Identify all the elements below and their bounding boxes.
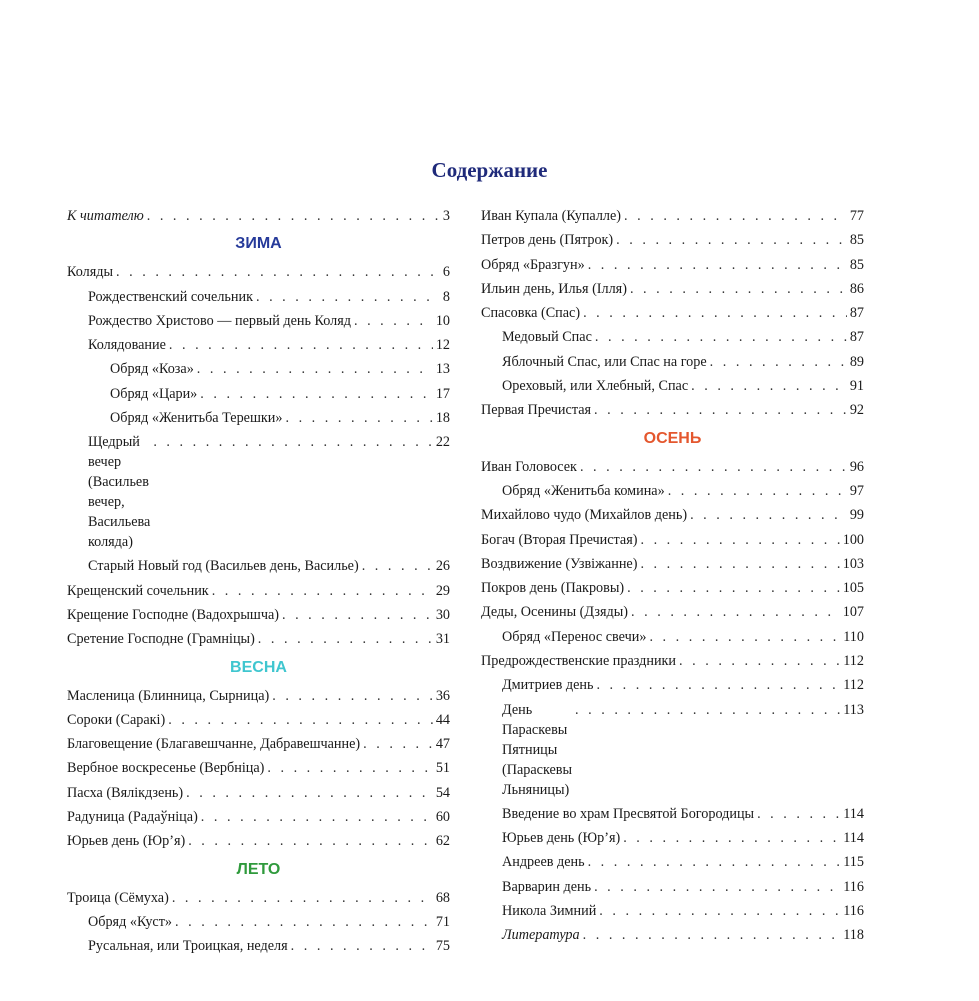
toc-entry[interactable] bbox=[67, 934, 450, 958]
toc-entry[interactable] bbox=[481, 576, 864, 600]
leader-dots bbox=[596, 673, 840, 697]
toc-entry[interactable] bbox=[67, 309, 450, 333]
leader-dots bbox=[640, 552, 839, 576]
toc-entry[interactable] bbox=[481, 899, 864, 923]
toc-entry-page: 87 bbox=[849, 305, 864, 322]
toc-entry-title: Ильин день, Илья (Ілля) bbox=[481, 280, 627, 297]
toc-entry-page: 113 bbox=[843, 701, 864, 718]
leader-dots bbox=[595, 325, 847, 349]
toc-entry[interactable] bbox=[481, 850, 864, 874]
toc-entry-page: 85 bbox=[849, 256, 864, 273]
toc-entry-page: 26 bbox=[435, 558, 450, 575]
toc-entry-title: Обряд «Женитьба комина» bbox=[502, 482, 665, 499]
leader-dots bbox=[640, 528, 839, 552]
toc-entry-page: 31 bbox=[435, 631, 450, 648]
toc-entry[interactable] bbox=[67, 204, 450, 228]
toc-entry[interactable] bbox=[481, 875, 864, 899]
leader-dots bbox=[649, 625, 840, 649]
leader-dots bbox=[172, 886, 433, 910]
toc-entry-page: 60 bbox=[435, 809, 450, 826]
toc-entry-title: Богач (Вторая Пречистая) bbox=[481, 531, 638, 548]
leader-dots bbox=[691, 374, 847, 398]
toc-entry-page: 110 bbox=[843, 628, 864, 645]
leader-dots bbox=[623, 826, 840, 850]
toc-entry[interactable] bbox=[481, 204, 864, 228]
toc-entry[interactable] bbox=[67, 406, 450, 430]
toc-entry[interactable] bbox=[481, 398, 864, 422]
toc-entry[interactable] bbox=[67, 430, 450, 554]
toc-entry-page: 77 bbox=[849, 208, 864, 224]
toc-entry-title: Пасха (Вялікдзень) bbox=[67, 784, 184, 801]
toc-entry[interactable] bbox=[67, 554, 450, 578]
toc-entry-title: Троица (Сёмуха) bbox=[67, 889, 169, 906]
leader-dots bbox=[616, 228, 847, 252]
toc-entry-title: Михайлово чудо (Михайлов день) bbox=[481, 507, 688, 524]
toc-right-column bbox=[481, 204, 864, 947]
leader-dots bbox=[588, 253, 847, 277]
leader-dots bbox=[580, 455, 847, 479]
toc-entry[interactable] bbox=[481, 802, 864, 826]
toc-entry[interactable] bbox=[481, 253, 864, 277]
leader-dots bbox=[256, 285, 440, 309]
toc-entry[interactable] bbox=[481, 228, 864, 252]
toc-entry[interactable] bbox=[481, 325, 864, 349]
toc-entry-title: Иван Купала (Купалле) bbox=[481, 208, 622, 224]
toc-entry-title: Медовый Спас bbox=[502, 329, 592, 346]
toc-entry[interactable] bbox=[481, 649, 864, 673]
leader-dots bbox=[272, 684, 433, 708]
toc-entry-page: 112 bbox=[843, 653, 864, 670]
leader-dots bbox=[285, 406, 432, 430]
toc-entry-page: 92 bbox=[849, 402, 864, 419]
leader-dots bbox=[258, 627, 433, 651]
toc-entry-page: 99 bbox=[849, 507, 864, 524]
toc-entry-page: 86 bbox=[849, 280, 864, 297]
toc-entry-title: Щедрый вечер (Васильев вечер, Васильева коляда) bbox=[88, 434, 151, 551]
leader-dots bbox=[186, 781, 433, 805]
toc-entry[interactable] bbox=[481, 528, 864, 552]
toc-entry-page: 115 bbox=[843, 854, 864, 871]
toc-entry-title: Ореховый, или Хлебный, Спас bbox=[502, 378, 689, 395]
leader-dots bbox=[588, 850, 841, 874]
toc-entry[interactable] bbox=[481, 350, 864, 374]
toc-entry-title: Введение во храм Пресвятой Богородицы bbox=[502, 805, 755, 822]
toc-entry[interactable] bbox=[481, 552, 864, 576]
leader-dots bbox=[197, 357, 433, 381]
toc-entry[interactable] bbox=[67, 382, 450, 406]
toc-entry-page: 6 bbox=[442, 264, 450, 281]
toc-entry[interactable] bbox=[67, 756, 450, 780]
toc-entry[interactable] bbox=[67, 603, 450, 627]
leader-dots bbox=[690, 503, 847, 527]
leader-dots bbox=[200, 382, 433, 406]
toc-entry-page: 68 bbox=[435, 889, 450, 906]
toc-entry-title: Обряд «Перенос свечи» bbox=[502, 628, 647, 645]
leader-dots bbox=[282, 603, 433, 627]
toc-entry-title: Благовещение (Благавешчанне, Дабравешчанне) bbox=[67, 736, 361, 753]
toc-entry-title: День Параскевы Пятницы (Параскевы Льняницы) bbox=[502, 701, 573, 798]
leader-dots bbox=[594, 875, 840, 899]
toc-entry-title: Русальная, или Троицкая, неделя bbox=[88, 938, 288, 955]
toc-entry-title: Юрьев день (Юр’я) bbox=[502, 829, 621, 846]
toc-entry-title: Юрьев день (Юр’я) bbox=[67, 833, 186, 850]
toc-entry[interactable] bbox=[481, 301, 864, 325]
toc-entry-title: Сретение Господне (Грамніцы) bbox=[67, 631, 255, 648]
toc-entry-title: Обряд «Цари» bbox=[110, 385, 198, 402]
toc-entry[interactable] bbox=[67, 579, 450, 603]
toc-entry-page: 8 bbox=[442, 288, 450, 305]
toc-entry[interactable] bbox=[481, 673, 864, 697]
toc-entry[interactable] bbox=[67, 260, 450, 284]
toc-entry[interactable] bbox=[67, 357, 450, 381]
leader-dots bbox=[583, 923, 841, 947]
toc-entry-page: 29 bbox=[435, 582, 450, 599]
toc-entry-page: 114 bbox=[843, 805, 864, 822]
toc-entry-title: Крещение Господне (Вадохрышча) bbox=[67, 606, 279, 623]
toc-entry-title: К читателю bbox=[67, 208, 144, 224]
toc-entry-page: 105 bbox=[842, 580, 864, 597]
toc-entry-title: Воздвижение (Узвіжанне) bbox=[481, 555, 638, 572]
leader-dots bbox=[668, 479, 847, 503]
toc-entry[interactable] bbox=[67, 285, 450, 309]
leader-dots bbox=[757, 802, 840, 826]
section-heading-winter: ЗИМА bbox=[235, 235, 282, 253]
toc-entry[interactable] bbox=[481, 923, 864, 947]
toc-entry-title: Дмитриев день bbox=[502, 677, 594, 694]
toc-entry-page: 71 bbox=[435, 913, 450, 930]
leader-dots bbox=[679, 649, 840, 673]
leader-dots bbox=[169, 333, 433, 357]
toc-entry[interactable] bbox=[481, 625, 864, 649]
toc-entry-title: Вербное воскресенье (Вербніца) bbox=[67, 760, 265, 777]
leader-dots bbox=[147, 204, 440, 228]
toc-entry[interactable] bbox=[481, 374, 864, 398]
toc-entry-title: Петров день (Пятрок) bbox=[481, 232, 614, 249]
leader-dots bbox=[630, 277, 847, 301]
toc-entry-title: Рождественский сочельник bbox=[88, 288, 253, 305]
toc-entry[interactable] bbox=[67, 708, 450, 732]
toc-entry-title: Никола Зимний bbox=[502, 902, 597, 919]
toc-entry-page: 112 bbox=[843, 677, 864, 694]
toc-entry-page: 13 bbox=[435, 361, 450, 378]
toc-entry-title: Обряд «Бразгун» bbox=[481, 256, 585, 273]
toc-entry[interactable] bbox=[67, 333, 450, 357]
leader-dots bbox=[291, 934, 433, 958]
toc-entry-page: 10 bbox=[435, 312, 450, 329]
toc-entry-title: Радуница (Радаўніца) bbox=[67, 809, 198, 826]
leader-dots bbox=[362, 554, 433, 578]
toc-entry[interactable] bbox=[481, 600, 864, 624]
toc-entry-page: 18 bbox=[435, 410, 450, 427]
toc-entry-page: 3 bbox=[442, 208, 450, 224]
toc-entry-title: Спасовка (Спас) bbox=[481, 305, 581, 322]
toc-entry-page: 114 bbox=[843, 829, 864, 846]
leader-dots bbox=[354, 309, 433, 333]
toc-entry-page: 36 bbox=[435, 687, 450, 704]
toc-entry-page: 97 bbox=[849, 482, 864, 499]
toc-entry[interactable] bbox=[67, 805, 450, 829]
toc-entry[interactable] bbox=[481, 479, 864, 503]
toc-entry[interactable] bbox=[67, 886, 450, 910]
toc-entry-page: 96 bbox=[849, 458, 864, 475]
toc-entry-title: Рождество Христово — первый день Коляд bbox=[88, 312, 351, 329]
toc-entry-title: Обряд «Коза» bbox=[110, 361, 194, 378]
leader-dots bbox=[624, 204, 847, 228]
toc-left-column bbox=[67, 204, 450, 959]
toc-entry-page: 44 bbox=[435, 711, 450, 728]
toc-entry-page: 30 bbox=[435, 606, 450, 623]
leader-dots bbox=[631, 600, 840, 624]
leader-dots bbox=[188, 829, 433, 853]
leader-dots bbox=[575, 698, 840, 722]
leader-dots bbox=[153, 430, 433, 454]
toc-entry[interactable] bbox=[481, 826, 864, 850]
toc-entry-title: Покров день (Пакровы) bbox=[481, 580, 625, 597]
toc-entry[interactable] bbox=[67, 910, 450, 934]
toc-entry-title: Сороки (Саракі) bbox=[67, 711, 166, 728]
toc-entry-title: Первая Пречистая bbox=[481, 402, 592, 419]
toc-entry-page: 47 bbox=[435, 736, 450, 753]
leader-dots bbox=[599, 899, 840, 923]
leader-dots bbox=[267, 756, 432, 780]
leader-dots bbox=[212, 579, 433, 603]
toc-entry[interactable] bbox=[481, 503, 864, 527]
toc-entry-page: 85 bbox=[849, 232, 864, 249]
toc-entry-title: Андреев день bbox=[502, 854, 585, 871]
toc-entry-title: Обряд «Женитьба Терешки» bbox=[110, 410, 283, 427]
toc-entry[interactable] bbox=[481, 277, 864, 301]
leader-dots bbox=[710, 350, 847, 374]
toc-entry-page: 116 bbox=[843, 878, 864, 895]
leader-dots bbox=[594, 398, 847, 422]
toc-entry[interactable] bbox=[67, 732, 450, 756]
toc-entry-page: 91 bbox=[849, 378, 864, 395]
toc-entry-page: 89 bbox=[849, 353, 864, 370]
toc-entry[interactable] bbox=[67, 829, 450, 853]
toc-entry-title: Деды, Осенины (Дзяды) bbox=[481, 604, 629, 621]
toc-entry-title: Варварин день bbox=[502, 878, 592, 895]
toc-entry-title: Яблочный Спас, или Спас на горе bbox=[502, 353, 707, 370]
toc-entry-title: Обряд «Куст» bbox=[88, 913, 173, 930]
toc-entry-page: 51 bbox=[435, 760, 450, 777]
leader-dots bbox=[168, 708, 433, 732]
toc-entry-page: 12 bbox=[435, 337, 450, 354]
section-heading-spring: ВЕСНА bbox=[230, 658, 287, 676]
toc-entry-page: 75 bbox=[435, 938, 450, 955]
toc-entry-title: Иван Головосек bbox=[481, 458, 577, 475]
toc-entry-page: 118 bbox=[843, 927, 864, 944]
toc-entry-title: Старый Новый год (Васильев день, Василье) bbox=[88, 558, 359, 575]
toc-entry-title: Колядование bbox=[88, 337, 166, 354]
toc-entry[interactable] bbox=[67, 627, 450, 651]
toc-entry-page: 87 bbox=[849, 329, 864, 346]
leader-dots bbox=[175, 910, 433, 934]
toc-entry[interactable] bbox=[67, 684, 450, 708]
toc-entry-title: Предрождественские праздники bbox=[481, 653, 677, 670]
leader-dots bbox=[116, 260, 440, 284]
toc-entry[interactable] bbox=[481, 698, 864, 802]
toc-entry-page: 62 bbox=[435, 833, 450, 850]
section-heading-autumn: ОСЕНЬ bbox=[643, 429, 702, 447]
toc-entry-page: 107 bbox=[842, 604, 864, 621]
toc-entry-page: 54 bbox=[435, 784, 450, 801]
leader-dots bbox=[583, 301, 847, 325]
toc-entry-page: 100 bbox=[842, 531, 864, 548]
toc-entry-title: Коляды bbox=[67, 264, 114, 281]
toc-entry-page: 17 bbox=[435, 385, 450, 402]
toc-entry-page: 116 bbox=[843, 902, 864, 919]
toc-entry[interactable] bbox=[67, 781, 450, 805]
section-heading-summer: ЛЕТО bbox=[236, 860, 281, 878]
toc-entry-title: Литература bbox=[502, 927, 580, 944]
toc-entry-title: Масленица (Блинница, Сырница) bbox=[67, 687, 270, 704]
page-title: Содержание bbox=[431, 158, 548, 182]
leader-dots bbox=[363, 732, 433, 756]
toc-entry-page: 103 bbox=[842, 555, 864, 572]
toc-entry[interactable] bbox=[481, 455, 864, 479]
toc-entry-page: 22 bbox=[435, 434, 450, 451]
leader-dots bbox=[201, 805, 433, 829]
leader-dots bbox=[627, 576, 840, 600]
toc-entry-title: Крещенский сочельник bbox=[67, 582, 209, 599]
